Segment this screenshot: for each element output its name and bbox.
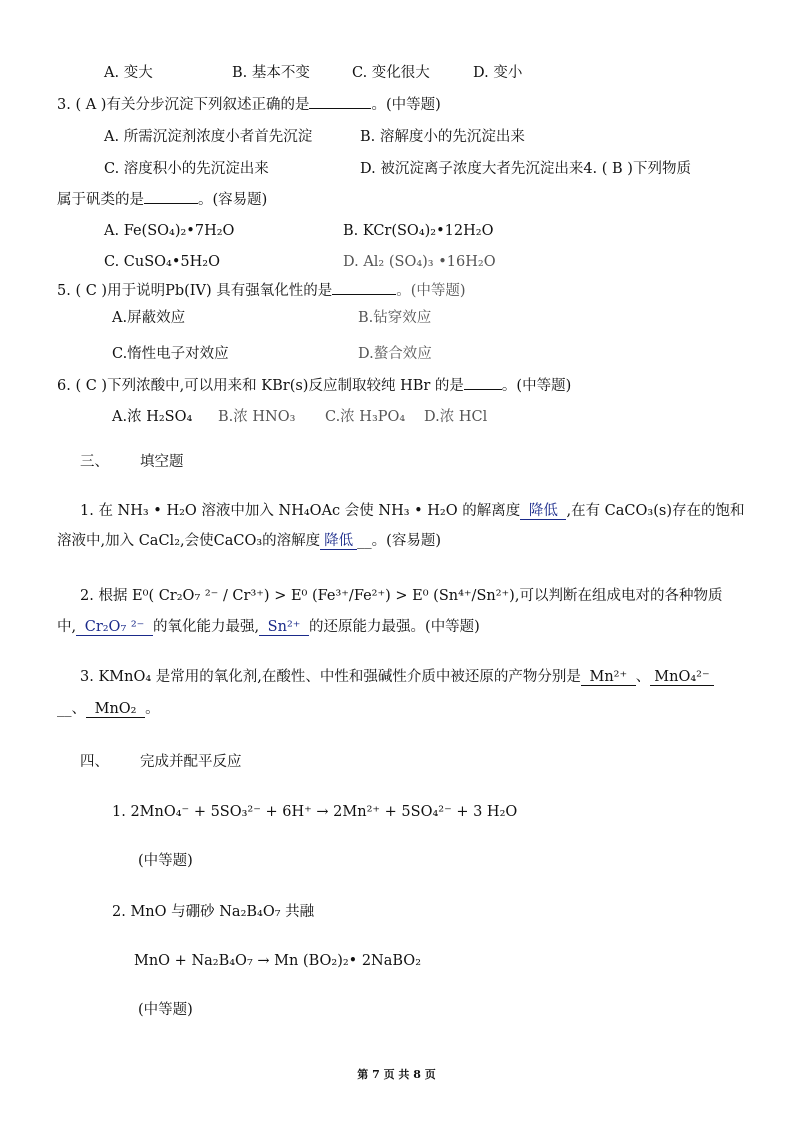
fill1-text-2: ,在有 CaCO₃(s)存在的饱和 bbox=[566, 503, 745, 519]
fill2-text-2: 中, bbox=[57, 619, 77, 635]
fill2-text-4: 的还原能力最强。(中等题) bbox=[309, 619, 480, 635]
q4-head: 4. ( B )下列物质 bbox=[583, 161, 691, 177]
q6-option-d: D.浓 HCl bbox=[424, 409, 488, 425]
fill2-text-3: 的氧化能力最强, bbox=[152, 619, 260, 635]
q4-tail: 。(容易题) bbox=[198, 192, 268, 208]
q3-head: 3. ( A )有关分步沉淀下列叙述正确的是 bbox=[57, 97, 310, 113]
q4-option-a: A. Fe(SO₄)₂•7H₂O bbox=[104, 223, 235, 239]
q3-option-d-text: D. 被沉淀离子浓度大者先沉淀出来 bbox=[360, 161, 584, 177]
fill3-separator: 、 bbox=[635, 669, 651, 685]
q5-option-b: B.钻穿效应 bbox=[358, 310, 432, 326]
fill2-answer-2: Sn²⁺ bbox=[259, 619, 309, 636]
q4-option-c: C. CuSO₄•5H₂O bbox=[104, 254, 220, 270]
q4-question bbox=[57, 190, 267, 210]
q6-option-b: B.浓 HNO₃ bbox=[218, 409, 296, 425]
section3-number: 三、 bbox=[80, 454, 109, 470]
q4-line2-head: 属于矾类的是 bbox=[57, 192, 144, 208]
fill1-line1 bbox=[80, 501, 744, 521]
fill1-text-1: 1. 在 NH₃ • H₂O 溶液中加入 NH₄OAc 会使 NH₃ • H₂O 的解离度 bbox=[80, 503, 521, 519]
fill3-text-1: 3. KMnO₄ 是常用的氧化剂,在酸性、中性和强碱性介质中被还原的产物分别是 bbox=[80, 669, 581, 685]
reaction1-level: (中等题) bbox=[138, 853, 193, 869]
q5-blank bbox=[332, 294, 396, 295]
q6-tail: 。(中等题) bbox=[501, 378, 572, 394]
q3-option-c: C. 溶度积小的先沉淀出来 bbox=[104, 161, 269, 177]
q5-option-d: D.螯合效应 bbox=[358, 346, 432, 362]
q6-option-a: A.浓 H₂SO₄ bbox=[112, 409, 193, 425]
fill3-answer-1: Mn²⁺ bbox=[581, 669, 636, 686]
fill2-line1: 2. 根据 E⁰( Cr₂O₇ ²⁻ / Cr³⁺) > E⁰ (Fe³⁺/Fe²⁺) > E⁰ (Sn⁴⁺/Sn²⁺),可以判断在组成电对的各种物质 bbox=[80, 588, 723, 604]
q6-blank bbox=[464, 389, 502, 390]
q3-blank bbox=[309, 108, 371, 109]
q5-question bbox=[57, 281, 466, 301]
fill3-text-2: __、 bbox=[57, 701, 86, 717]
fill3-answer-3: MnO₂ bbox=[86, 701, 145, 718]
reaction2-equation: MnO + Na₂B₄O₇ → Mn (BO₂)₂• 2NaBO₂ bbox=[134, 953, 422, 969]
q2-option-d: D. 变小 bbox=[473, 65, 523, 81]
fill1-answer-1: 降低 bbox=[520, 503, 566, 520]
q2-option-a: A. 变大 bbox=[104, 65, 153, 81]
fill1-text-3: 溶液中,加入 CaCl₂,会使CaCO₃的溶解度 bbox=[57, 533, 321, 549]
q3-option-d bbox=[360, 159, 691, 179]
q5-tail: 。(中等题) bbox=[396, 283, 466, 299]
section3-title: 填空题 bbox=[140, 454, 184, 470]
q5-option-c: C.惰性电子对效应 bbox=[112, 346, 229, 362]
reaction2-level: (中等题) bbox=[138, 1002, 193, 1018]
fill3-answer-2: MnO₄²⁻ bbox=[650, 669, 713, 686]
q6-head: 6. ( C )下列浓酸中,可以用来和 KBr(s)反应制取较纯 HBr 的是 bbox=[57, 378, 464, 394]
reaction1-equation: 1. 2MnO₄⁻ + 5SO₃²⁻ + 6H⁺ → 2Mn²⁺ + 5SO₄²⁻ + 3 H₂O bbox=[112, 804, 518, 820]
q2-option-b: B. 基本不变 bbox=[232, 65, 310, 81]
fill3-line2 bbox=[57, 699, 160, 719]
page-footer: 第 7 页 共 8 页 bbox=[357, 1068, 436, 1081]
q4-option-b: B. KCr(SO₄)₂•12H₂O bbox=[343, 223, 494, 239]
fill2-line2 bbox=[57, 617, 480, 637]
q3-question bbox=[57, 95, 441, 115]
q4-option-d: D. Al₂ (SO₄)₃ •16H₂O bbox=[343, 254, 496, 270]
section4-number: 四、 bbox=[80, 754, 109, 770]
q4-blank bbox=[144, 203, 198, 204]
q3-option-b: B. 溶解度小的先沉淀出来 bbox=[360, 129, 525, 145]
q2-option-c: C. 变化很大 bbox=[352, 65, 430, 81]
reaction2-title: 2. MnO 与硼砂 Na₂B₄O₇ 共融 bbox=[112, 904, 315, 920]
q5-head: 5. ( C )用于说明Pb(IV) 具有强氧化性的是 bbox=[57, 283, 333, 299]
fill3-text-3: 。 bbox=[145, 701, 160, 717]
section4-title: 完成并配平反应 bbox=[140, 754, 242, 770]
fill2-answer-1: Cr₂O₇ ²⁻ bbox=[76, 619, 153, 636]
fill1-text-4: __。(容易题) bbox=[357, 533, 441, 549]
q5-option-a: A.屏蔽效应 bbox=[112, 310, 186, 326]
fill1-answer-2: 降低 bbox=[320, 533, 357, 550]
q3-tail: 。(中等题) bbox=[371, 97, 441, 113]
fill1-line2 bbox=[57, 531, 441, 551]
q6-question bbox=[57, 376, 571, 396]
fill3-line1 bbox=[80, 667, 714, 687]
q6-option-c: C.浓 H₃PO₄ bbox=[325, 409, 406, 425]
q3-option-a: A. 所需沉淀剂浓度小者首先沉淀 bbox=[104, 129, 313, 145]
